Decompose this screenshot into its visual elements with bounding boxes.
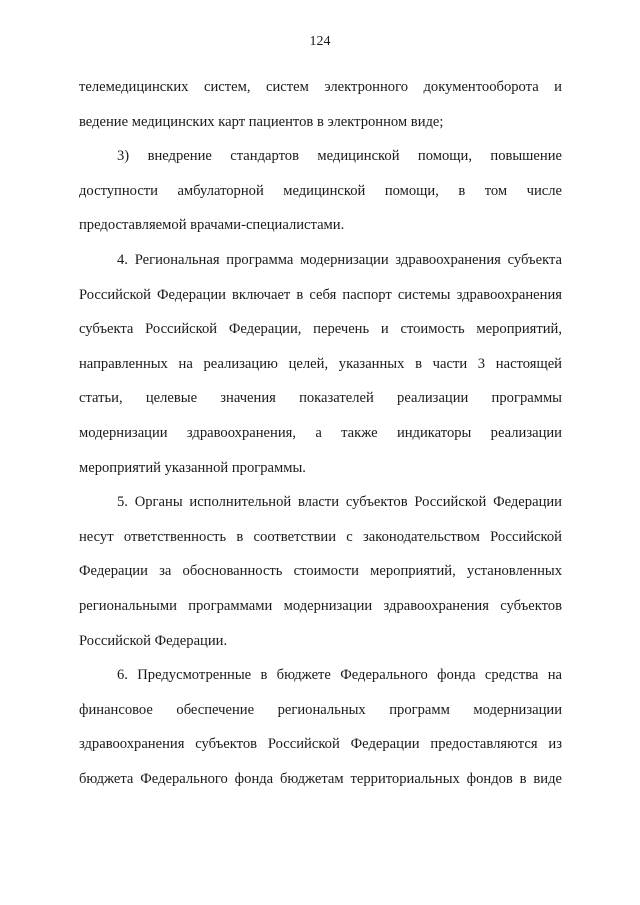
paragraph-3: [79, 243, 562, 485]
paragraph-5: [79, 658, 562, 796]
text-line: направленных на реализацию целей, указанных в части 3 настоящей: [79, 355, 562, 372]
text-line: доступности амбулаторной медицинской помощи, в том числе: [79, 182, 562, 199]
document-body: [79, 70, 562, 796]
text-line: Российской Федерации включает в себя паспорт системы здравоохранения: [79, 286, 562, 303]
text-line: ведение медицинских карт пациентов в электронном виде;: [79, 113, 444, 130]
text-line: мероприятий указанной программы.: [79, 459, 306, 476]
text-line: Федерации за обоснованность стоимости мероприятий, установленных: [79, 563, 562, 580]
paragraph-4: [79, 485, 562, 658]
page-number: 124: [309, 34, 331, 49]
text-line: бюджета Федерального фонда бюджетам территориальных фондов в виде: [79, 770, 562, 787]
paragraph-1: [79, 70, 562, 139]
text-line: телемедицинских систем, систем электронного документооборота и: [79, 79, 562, 95]
text-line: модернизации здравоохранения, а также индикаторы реализации: [79, 424, 562, 441]
text-line: статьи, целевые значения показателей реализации программы: [79, 390, 562, 407]
text-line: Российской Федерации.: [79, 632, 228, 649]
text-line: 4. Региональная программа модернизации здравоохранения субъекта: [117, 251, 562, 268]
text-line: 5. Органы исполнительной власти субъектов Российской Федерации: [117, 494, 562, 511]
text-line: 3) внедрение стандартов медицинской помощи, повышение: [117, 148, 562, 165]
text-line: 6. Предусмотренные в бюджете Федерального фонда средства на: [117, 667, 562, 684]
text-line: региональными программами модернизации здравоохранения субъектов: [79, 597, 562, 614]
text-line: здравоохранения субъектов Российской Федерации предоставляются из: [79, 736, 562, 753]
text-line: субъекта Российской Федерации, перечень и стоимость мероприятий,: [79, 321, 562, 338]
paragraph-2: [79, 139, 562, 243]
text-line: предоставляемой врачами-специалистами.: [79, 217, 345, 234]
text-line: финансовое обеспечение региональных программ модернизации: [79, 701, 562, 718]
text-line: несут ответственность в соответствии с законодательством Российской: [79, 528, 562, 545]
